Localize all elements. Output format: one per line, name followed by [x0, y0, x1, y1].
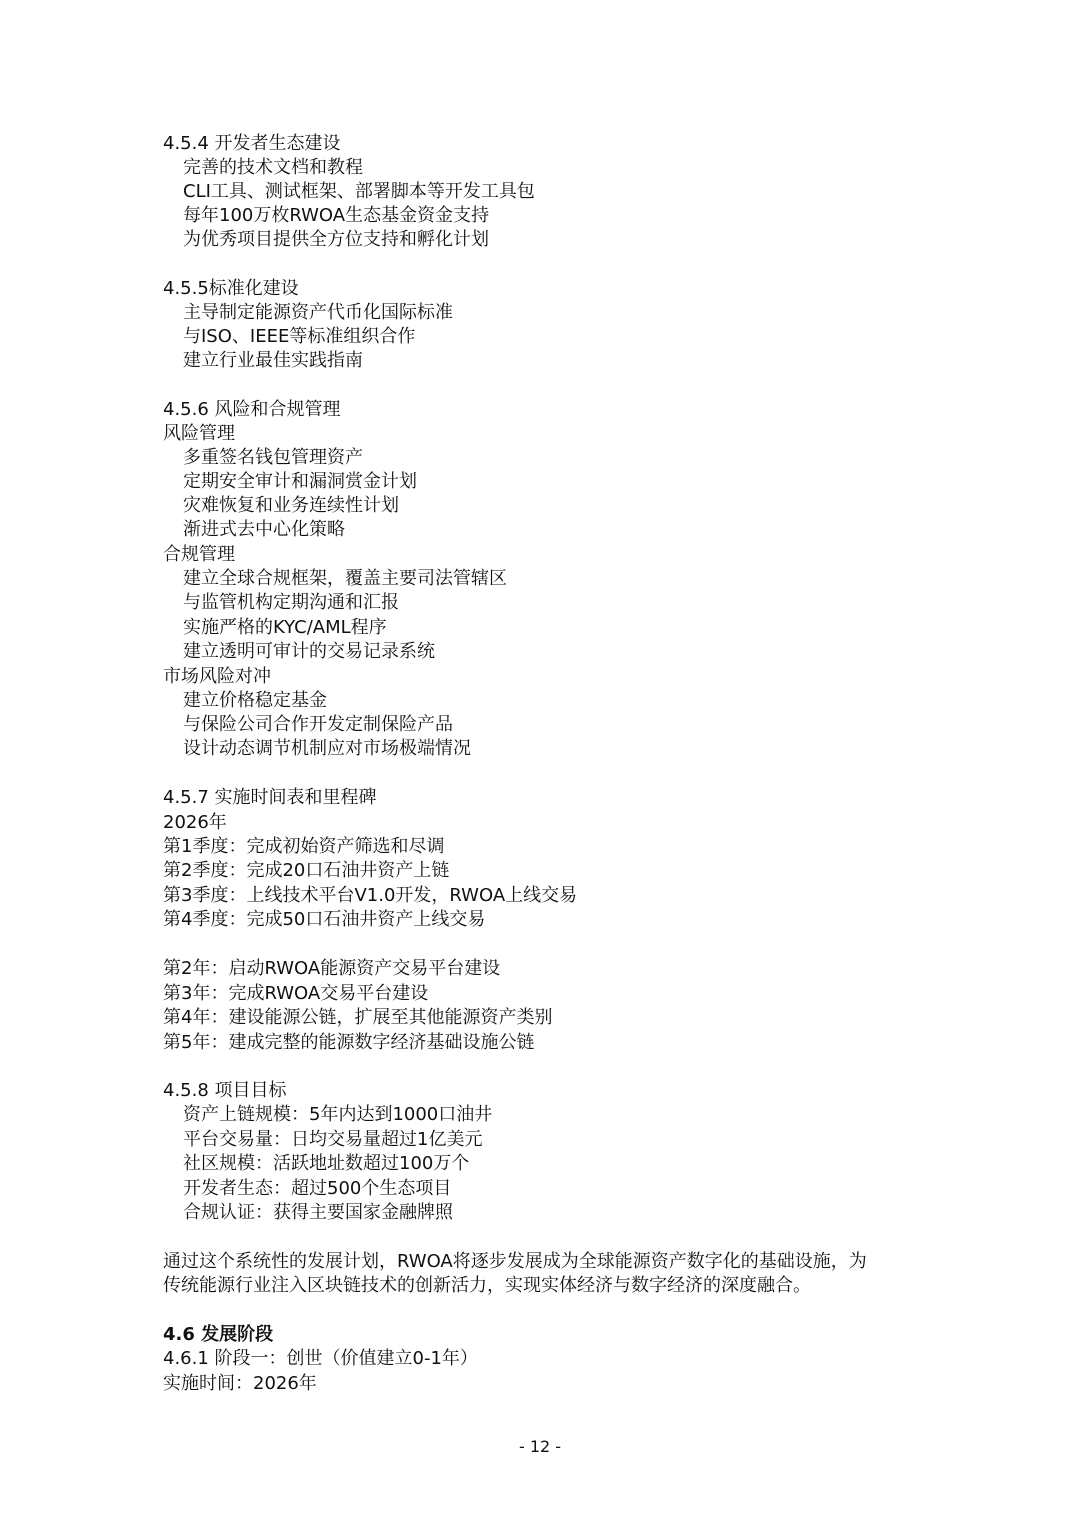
subsection-heading-4-6-1: 4.6.1 阶段一：创世（价值建立0-1年） — [163, 1348, 478, 1369]
subsection-title-compliance: 合规管理 — [163, 544, 235, 565]
list-item: 合规认证：获得主要国家金融牌照 — [183, 1202, 453, 1223]
list-item: CLI工具、测试框架、部署脚本等开发工具包 — [183, 181, 535, 202]
timeline-quarter: 第4季度：完成50口石油井资产上线交易 — [163, 909, 486, 930]
list-item: 社区规模：活跃地址数超过100万个 — [183, 1153, 470, 1174]
list-item: 开发者生态：超过500个生态项目 — [183, 1178, 452, 1199]
list-item: 主导制定能源资产代币化国际标准 — [183, 302, 453, 323]
timeline-year: 2026年 — [163, 812, 227, 833]
list-item: 实施严格的KYC/AML程序 — [183, 617, 387, 638]
summary-paragraph-line: 通过这个系统性的发展计划，RWOA将逐步发展成为全球能源资产数字化的基础设施，为 — [163, 1251, 867, 1272]
list-item: 与保险公司合作开发定制保险产品 — [183, 714, 453, 735]
list-item: 建立透明可审计的交易记录系统 — [183, 641, 435, 662]
timeline-year-item: 第4年：建设能源公链，扩展至其他能源资产类别 — [163, 1007, 553, 1028]
timeline-quarter: 第3季度：上线技术平台V1.0开发，RWOA上线交易 — [163, 885, 578, 906]
subsection-title-hedge: 市场风险对冲 — [163, 666, 271, 687]
section-heading-4-6: 4.6 发展阶段 — [163, 1324, 274, 1345]
section-heading-4-5-6: 4.5.6 风险和合规管理 — [163, 399, 341, 420]
list-item: 与监管机构定期沟通和汇报 — [183, 592, 399, 613]
section-heading-4-5-5: 4.5.5标准化建设 — [163, 278, 299, 299]
list-item: 建立行业最佳实践指南 — [183, 350, 363, 371]
list-item: 为优秀项目提供全方位支持和孵化计划 — [183, 229, 489, 250]
list-item: 平台交易量：日均交易量超过1亿美元 — [183, 1129, 483, 1150]
section-heading-4-5-7: 4.5.7 实施时间表和里程碑 — [163, 787, 377, 808]
list-item: 与ISO、IEEE等标准组织合作 — [183, 326, 416, 347]
timeline-year-item: 第2年：启动RWOA能源资产交易平台建设 — [163, 958, 501, 979]
list-item: 资产上链规模：5年内达到1000口油井 — [183, 1104, 493, 1125]
section-heading-4-5-4: 4.5.4 开发者生态建设 — [163, 133, 341, 154]
timeline-quarter: 第2季度：完成20口石油井资产上链 — [163, 860, 450, 881]
list-item: 完善的技术文档和教程 — [183, 157, 363, 178]
list-item: 建立全球合规框架，覆盖主要司法管辖区 — [183, 568, 507, 589]
section-heading-4-5-8: 4.5.8 项目目标 — [163, 1080, 287, 1101]
list-item: 每年100万枚RWOA生态基金资金支持 — [183, 205, 490, 226]
implementation-time: 实施时间：2026年 — [163, 1373, 317, 1394]
list-item: 设计动态调节机制应对市场极端情况 — [183, 738, 471, 759]
timeline-year-item: 第3年：完成RWOA交易平台建设 — [163, 983, 429, 1004]
timeline-quarter: 第1季度：完成初始资产筛选和尽调 — [163, 836, 445, 857]
list-item: 建立价格稳定基金 — [183, 690, 327, 711]
list-item: 灾难恢复和业务连续性计划 — [183, 495, 399, 516]
list-item: 多重签名钱包管理资产 — [183, 447, 363, 468]
subsection-title-risk: 风险管理 — [163, 423, 235, 444]
page-number: - 12 - — [518, 1437, 562, 1456]
timeline-year-item: 第5年：建成完整的能源数字经济基础设施公链 — [163, 1032, 535, 1053]
list-item: 渐进式去中心化策略 — [183, 519, 345, 540]
summary-paragraph-line: 传统能源行业注入区块链技术的创新活力，实现实体经济与数字经济的深度融合。 — [163, 1275, 811, 1296]
list-item: 定期安全审计和漏洞赏金计划 — [183, 471, 417, 492]
